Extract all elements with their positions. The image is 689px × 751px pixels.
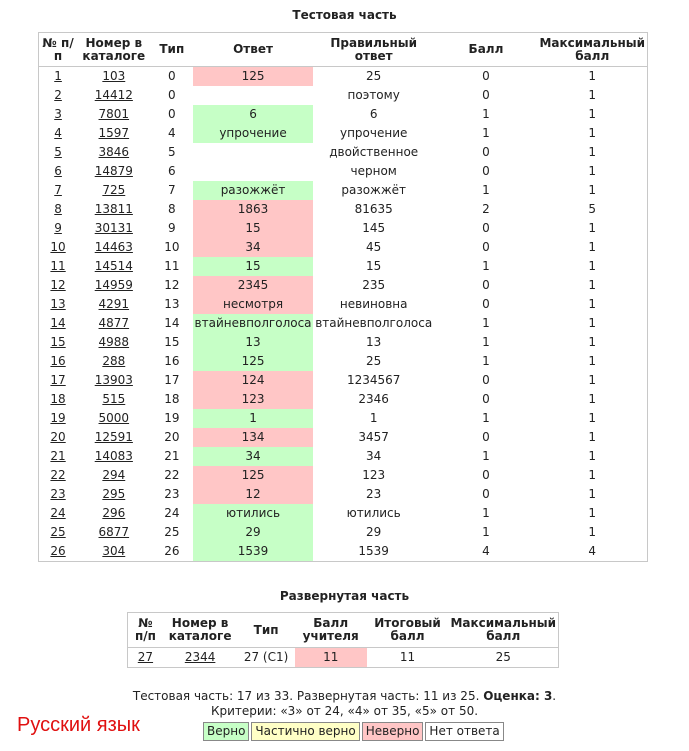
cell-catalog (77, 314, 150, 333)
table-row (39, 390, 648, 409)
cell-score: 0 (482, 487, 490, 501)
cell-catalog (77, 181, 150, 200)
cell-correct-answer: 1234567 (346, 373, 401, 387)
cell-number (39, 295, 78, 314)
task-number-link[interactable]: 9 (54, 221, 62, 235)
cell-correct-answer: двойственное (329, 145, 419, 159)
cell-max-score: 25 (495, 650, 511, 664)
cell-type: 19 (164, 411, 180, 425)
cell-score: 1 (482, 506, 490, 520)
task-number-link[interactable]: 1 (54, 69, 62, 83)
cell-type: 21 (164, 449, 180, 463)
table-row (39, 352, 648, 371)
cell-number (39, 485, 78, 504)
table-row (39, 124, 648, 143)
cell-max-score: 1 (588, 221, 597, 235)
cell-type: 7 (168, 183, 176, 197)
col-header-final-score: Итоговый балл (367, 613, 449, 648)
cell-max-score: 1 (588, 430, 597, 444)
cell-type: 14 (164, 316, 180, 330)
cell-number (39, 466, 78, 485)
cell-catalog (77, 447, 150, 466)
cell-max-score: 1 (588, 183, 597, 197)
cell-max-score: 1 (588, 449, 597, 463)
summary-text: Тестовая часть: 17 из 33. Развернутая часть: 11 из 25. (132, 689, 484, 703)
cell-answer: 134 (193, 428, 313, 447)
cell-type: 6 (168, 164, 176, 178)
task-number-link[interactable]: 26 (50, 544, 66, 558)
catalog-number-link[interactable]: 12591 (94, 430, 133, 444)
table-row (39, 143, 648, 162)
task-number-link[interactable]: 3 (54, 107, 62, 121)
table-row (39, 295, 648, 314)
cell-correct-answer: 45 (366, 240, 382, 254)
task-number-link[interactable]: 18 (50, 392, 66, 406)
cell-answer: 2345 (193, 276, 313, 295)
cell-answer: 124 (193, 371, 313, 390)
cell-number (128, 648, 163, 668)
table-row (39, 257, 648, 276)
cell-answer: упрочение (193, 124, 313, 143)
catalog-number-link[interactable]: 13811 (94, 202, 133, 216)
cell-type: 0 (168, 69, 176, 83)
cell-answer: 12 (193, 485, 313, 504)
cell-score: 0 (482, 164, 490, 178)
cell-type: 0 (168, 88, 176, 102)
catalog-number-link[interactable]: 725 (102, 183, 126, 197)
task-number-link[interactable]: 2 (54, 88, 62, 102)
task-number-link[interactable]: 25 (50, 525, 66, 539)
cell-correct-answer: 13 (366, 335, 382, 349)
cell-catalog (77, 219, 150, 238)
cell-type: 22 (164, 468, 180, 482)
catalog-number-link[interactable]: 304 (102, 544, 126, 558)
cell-max-score: 4 (588, 544, 597, 558)
table-row (39, 67, 648, 87)
catalog-number-link[interactable]: 14083 (94, 449, 133, 463)
cell-catalog (77, 105, 150, 124)
col-header-answer: Ответ (193, 33, 313, 67)
cell-answer: 15 (193, 219, 313, 238)
col-header-max: Максимальный балл (537, 33, 647, 67)
cell-correct-answer: 123 (362, 468, 386, 482)
cell-max-score: 1 (588, 354, 597, 368)
catalog-number-link[interactable]: 4877 (98, 316, 130, 330)
cell-number (39, 219, 78, 238)
cell-score: 1 (482, 259, 490, 273)
cell-correct-answer: 2346 (358, 392, 389, 406)
table-row (39, 504, 648, 523)
cell-correct-answer: 25 (366, 354, 382, 368)
cell-max-score: 1 (588, 525, 597, 539)
catalog-number-link[interactable]: 4291 (98, 297, 130, 311)
cell-score: 1 (482, 316, 490, 330)
cell-catalog (77, 523, 150, 542)
cell-answer: 34 (193, 238, 313, 257)
cell-number (39, 447, 78, 466)
cell-number (39, 257, 78, 276)
cell-answer: разожжёт (193, 181, 313, 200)
cell-catalog (77, 257, 150, 276)
cell-correct-answer: 145 (362, 221, 386, 235)
cell-correct-answer: невиновна (339, 297, 408, 311)
task-number-link[interactable]: 20 (50, 430, 66, 444)
cell-max-score: 1 (588, 316, 597, 330)
cell-answer: 1 (193, 409, 313, 428)
cell-type: 27 (C1) (243, 650, 289, 664)
task-number-link[interactable]: 23 (50, 487, 66, 501)
task-number-link[interactable]: 27 (137, 650, 154, 664)
cell-score: 1 (482, 411, 490, 425)
cell-correct-answer: ютились (346, 506, 401, 520)
table-header-row (39, 33, 648, 67)
cell-type: 15 (164, 335, 180, 349)
cell-catalog (77, 200, 150, 219)
cell-max-score: 1 (588, 373, 597, 387)
cell-number (39, 428, 78, 447)
cell-type: 23 (164, 487, 180, 501)
catalog-number-link[interactable]: 3846 (98, 145, 130, 159)
table-row (39, 86, 648, 105)
cell-correct-answer: упрочение (339, 126, 408, 140)
col-header-type: Тип (150, 33, 193, 67)
cell-answer: ютились (193, 504, 313, 523)
cell-number (39, 542, 78, 562)
cell-correct-answer: 15 (366, 259, 382, 273)
cell-max-score: 1 (588, 278, 597, 292)
cell-number (39, 143, 78, 162)
task-number-link[interactable]: 16 (50, 354, 66, 368)
cell-type: 5 (168, 145, 176, 159)
cell-score: 2 (482, 202, 490, 216)
cell-score: 1 (482, 107, 490, 121)
cell-type: 18 (164, 392, 180, 406)
catalog-number-link[interactable]: 6877 (98, 525, 130, 539)
task-number-link[interactable]: 5 (54, 145, 62, 159)
cell-score: 0 (482, 145, 490, 159)
cell-catalog (77, 238, 150, 257)
table-row (39, 181, 648, 200)
cell-max-score: 1 (588, 107, 597, 121)
cell-max-score: 1 (588, 468, 597, 482)
cell-max-score: 1 (588, 126, 597, 140)
table-row (39, 105, 648, 124)
subject-title: Русский язык (17, 714, 140, 736)
cell-max-score: 1 (588, 487, 597, 501)
cell-score: 0 (482, 69, 490, 83)
cell-max-score: 1 (588, 506, 597, 520)
cell-catalog (77, 276, 150, 295)
task-number-link[interactable]: 21 (50, 449, 66, 463)
cell-type: 11 (164, 259, 180, 273)
cell-correct-answer: 25 (366, 69, 382, 83)
cell-catalog (77, 409, 150, 428)
col-header-number: № п/п (39, 33, 78, 67)
essay-part-title: Развернутая часть (279, 589, 410, 603)
cell-max-score: 1 (588, 411, 597, 425)
table-row (39, 162, 648, 181)
table-row (39, 485, 648, 504)
cell-answer: 6 (193, 105, 313, 124)
legend-wrong: Неверно (362, 722, 424, 741)
summary-end: . (552, 689, 557, 703)
catalog-number-link[interactable]: 294 (102, 468, 126, 482)
cell-number (39, 124, 78, 143)
cell-score: 1 (482, 126, 490, 140)
cell-answer: 15 (193, 257, 313, 276)
catalog-number-link[interactable]: 515 (102, 392, 126, 406)
catalog-number-link[interactable]: 1597 (98, 126, 130, 140)
catalog-number-link[interactable]: 7801 (98, 107, 130, 121)
cell-max-score: 1 (588, 145, 597, 159)
cell-type: 0 (168, 107, 176, 121)
summary-line (0, 689, 689, 704)
cell-catalog (77, 67, 150, 87)
cell-max-score: 1 (588, 240, 597, 254)
cell-answer (193, 143, 313, 162)
test-part-title: Тестовая часть (292, 8, 397, 22)
cell-correct-answer: 235 (362, 278, 386, 292)
cell-score: 1 (482, 183, 490, 197)
cell-max-score: 1 (588, 297, 597, 311)
cell-score: 1 (482, 449, 490, 463)
catalog-number-link[interactable]: 4988 (98, 335, 130, 349)
table-row (39, 409, 648, 428)
cell-score: 0 (482, 221, 490, 235)
task-number-link[interactable]: 7 (54, 183, 62, 197)
col-header-max: Максимальный балл (448, 613, 558, 648)
cell-score: 0 (482, 240, 490, 254)
cell-number (39, 371, 78, 390)
cell-number (39, 276, 78, 295)
task-number-link[interactable]: 17 (50, 373, 66, 387)
cell-score: 0 (482, 373, 490, 387)
task-number-link[interactable]: 15 (50, 335, 66, 349)
cell-catalog (77, 466, 150, 485)
cell-answer: 1863 (193, 200, 313, 219)
col-header-score: Балл (434, 33, 537, 67)
cell-number (39, 86, 78, 105)
cell-answer (193, 162, 313, 181)
task-number-link[interactable]: 22 (50, 468, 66, 482)
cell-type: 10 (164, 240, 180, 254)
cell-correct-answer: 23 (366, 487, 382, 501)
table-row (39, 200, 648, 219)
cell-answer: втайневполголоса (193, 314, 313, 333)
cell-catalog (163, 648, 238, 668)
cell-max-score: 5 (588, 202, 597, 216)
col-header-type: Тип (237, 613, 294, 648)
table-row (39, 333, 648, 352)
cell-type: 25 (164, 525, 180, 539)
cell-answer: 123 (193, 390, 313, 409)
table-row (39, 314, 648, 333)
cell-correct-answer: 3457 (358, 430, 389, 444)
legend (203, 722, 504, 741)
cell-score: 0 (482, 88, 490, 102)
cell-number (39, 200, 78, 219)
cell-score: 0 (482, 468, 490, 482)
task-number-link[interactable]: 8 (54, 202, 62, 216)
col-header-catalog: Номер в каталоге (163, 613, 238, 648)
cell-type: 26 (164, 544, 180, 558)
cell-number (39, 238, 78, 257)
legend-correct: Верно (203, 722, 249, 741)
cell-number (39, 333, 78, 352)
table-row (39, 523, 648, 542)
task-number-link[interactable]: 11 (50, 259, 66, 273)
cell-max-score: 1 (588, 259, 597, 273)
task-number-link[interactable]: 13 (50, 297, 66, 311)
catalog-number-link[interactable]: 13903 (94, 373, 133, 387)
cell-answer: 1539 (193, 542, 313, 562)
catalog-number-link[interactable]: 14514 (94, 259, 133, 273)
cell-catalog (77, 390, 150, 409)
cell-type: 16 (164, 354, 180, 368)
cell-catalog (77, 542, 150, 562)
cell-number (39, 162, 78, 181)
cell-score: 1 (482, 335, 490, 349)
cell-type: 12 (164, 278, 180, 292)
legend-partial: Частично верно (251, 722, 359, 741)
cell-score: 4 (482, 544, 490, 558)
task-number-link[interactable]: 10 (50, 240, 66, 254)
cell-score: 0 (482, 430, 490, 444)
cell-catalog (77, 485, 150, 504)
cell-answer: 125 (193, 352, 313, 371)
col-header-catalog: Номер в каталоге (77, 33, 150, 67)
cell-max-score: 1 (588, 335, 597, 349)
catalog-number-link[interactable]: 288 (102, 354, 126, 368)
cell-correct-answer: 81635 (354, 202, 393, 216)
cell-final-score: 11 (399, 650, 416, 664)
cell-answer: 125 (193, 67, 313, 87)
cell-answer: несмотря (193, 295, 313, 314)
cell-score: 0 (482, 392, 490, 406)
table-row (39, 238, 648, 257)
cell-correct-answer: поэтому (347, 88, 400, 102)
table-row (39, 466, 648, 485)
cell-answer (193, 86, 313, 105)
cell-catalog (77, 124, 150, 143)
cell-score: 0 (482, 297, 490, 311)
cell-answer: 29 (193, 523, 313, 542)
cell-number (39, 67, 78, 87)
catalog-number-link[interactable]: 2344 (184, 650, 216, 664)
cell-number (39, 504, 78, 523)
cell-catalog (77, 86, 150, 105)
cell-correct-answer: втайневполголоса (315, 316, 433, 330)
task-number-link[interactable]: 4 (54, 126, 62, 140)
cell-teacher-score: 11 (295, 648, 367, 668)
cell-max-score: 1 (588, 69, 597, 83)
cell-number (39, 390, 78, 409)
table-header-row (128, 613, 559, 648)
catalog-number-link[interactable]: 14959 (94, 278, 133, 292)
cell-correct-answer: разожжёт (341, 183, 407, 197)
cell-type: 20 (164, 430, 180, 444)
table-row (39, 447, 648, 466)
cell-number (39, 181, 78, 200)
criteria-line: Критерии: «3» от 24, «4» от 35, «5» от 50. (210, 704, 479, 718)
cell-max-score: 1 (588, 392, 597, 406)
cell-correct-answer: 29 (366, 525, 382, 539)
cell-number (39, 314, 78, 333)
table-row (39, 428, 648, 447)
cell-score: 1 (482, 354, 490, 368)
cell-max-score: 1 (588, 88, 597, 102)
cell-type: 24 (164, 506, 180, 520)
cell-number (39, 409, 78, 428)
cell-correct-answer: 1539 (358, 544, 389, 558)
col-header-correct: Правильный ответ (313, 33, 435, 67)
essay-results-table (127, 612, 559, 668)
table-row (39, 371, 648, 390)
legend-no-answer: Нет ответа (425, 722, 503, 741)
cell-answer: 125 (193, 466, 313, 485)
cell-catalog (77, 143, 150, 162)
cell-catalog (77, 352, 150, 371)
catalog-number-link[interactable]: 14879 (94, 164, 133, 178)
cell-catalog (77, 428, 150, 447)
cell-answer: 34 (193, 447, 313, 466)
catalog-number-link[interactable]: 30131 (94, 221, 133, 235)
cell-catalog (77, 295, 150, 314)
cell-type: 4 (168, 126, 176, 140)
cell-number (39, 352, 78, 371)
cell-catalog (77, 162, 150, 181)
cell-correct-answer: черном (350, 164, 397, 178)
catalog-number-link[interactable]: 14412 (94, 88, 133, 102)
table-row (39, 276, 648, 295)
cell-score: 0 (482, 278, 490, 292)
cell-number (39, 105, 78, 124)
cell-type: 9 (168, 221, 176, 235)
cell-type: 17 (164, 373, 180, 387)
task-number-link[interactable]: 14 (50, 316, 66, 330)
col-header-number: № п/п (128, 613, 163, 648)
catalog-number-link[interactable]: 296 (102, 506, 126, 520)
cell-correct-answer: 34 (366, 449, 382, 463)
cell-answer: 13 (193, 333, 313, 352)
cell-catalog (77, 504, 150, 523)
cell-catalog (77, 371, 150, 390)
table-row (39, 542, 648, 562)
table-row (39, 219, 648, 238)
cell-number (39, 523, 78, 542)
catalog-number-link[interactable]: 295 (102, 487, 126, 501)
catalog-number-link[interactable]: 5000 (98, 411, 130, 425)
table-row (128, 648, 559, 668)
task-number-link[interactable]: 24 (50, 506, 66, 520)
cell-max-score: 1 (588, 164, 597, 178)
cell-correct-answer: 1 (369, 411, 378, 425)
catalog-number-link[interactable]: 14463 (94, 240, 133, 254)
catalog-number-link[interactable]: 103 (102, 69, 126, 83)
cell-type: 8 (168, 202, 176, 216)
cell-catalog (77, 333, 150, 352)
col-header-teacher-score: Балл учителя (295, 613, 367, 648)
cell-type: 13 (164, 297, 180, 311)
test-results-table (38, 32, 648, 562)
cell-score: 1 (482, 525, 490, 539)
task-number-link[interactable]: 6 (54, 164, 62, 178)
task-number-link[interactable]: 19 (50, 411, 66, 425)
grade-label: Оценка: 3 (483, 689, 553, 703)
task-number-link[interactable]: 12 (50, 278, 66, 292)
cell-correct-answer: 6 (369, 107, 378, 121)
